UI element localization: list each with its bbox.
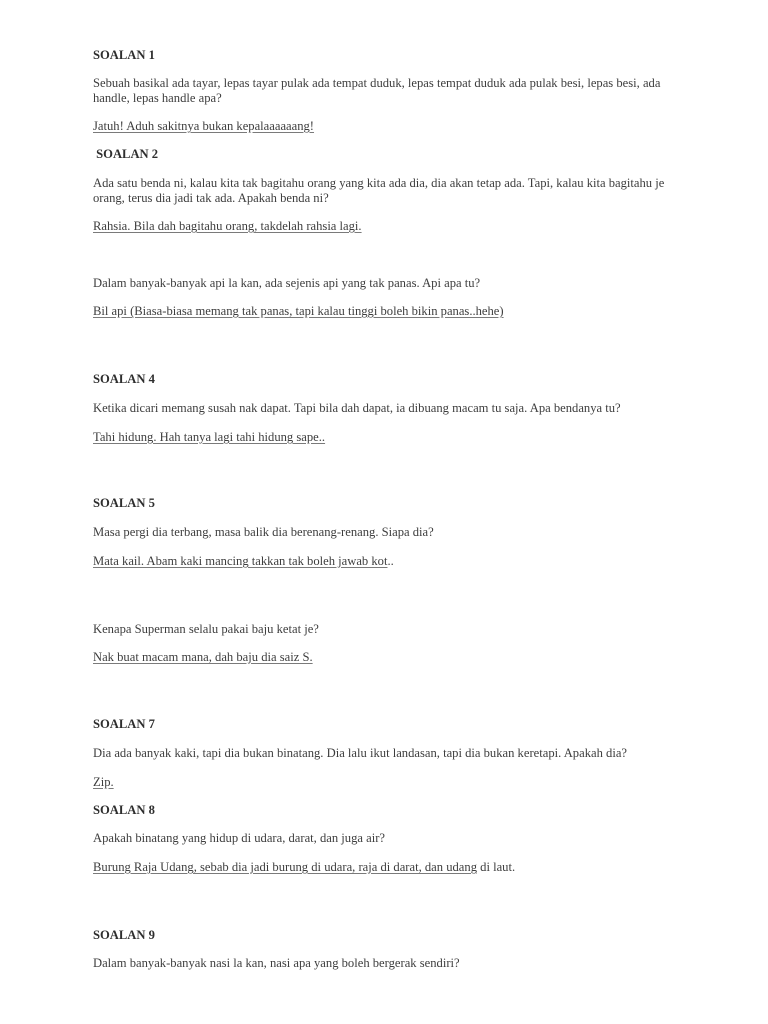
question-heading: SOALAN 5 <box>93 496 155 510</box>
question-heading: SOALAN 8 <box>93 803 155 817</box>
answer-text <box>93 119 683 134</box>
question-text: Kenapa Superman selalu pakai baju ketat je? <box>93 622 319 636</box>
answer-rest: di laut. <box>477 860 516 874</box>
answer-rest: .. <box>387 554 394 568</box>
answer-underlined: Jatuh! Aduh sakitnya bukan kepalaaaaaang! <box>93 119 315 133</box>
answer-text <box>93 219 683 234</box>
question-text: Apakah binatang yang hidup di udara, darat, dan juga air? <box>93 831 385 845</box>
answer-underlined: Tahi hidung. Hah tanya lagi tahi hidung sape.. <box>93 430 326 444</box>
answer-text <box>93 650 683 665</box>
question-text: Masa pergi dia terbang, masa balik dia berenang-renang. Siapa dia? <box>93 525 434 539</box>
question-heading: SOALAN 2 <box>93 147 159 161</box>
answer-text <box>93 860 683 875</box>
question-heading: SOALAN 4 <box>93 372 155 386</box>
answer-text <box>93 554 683 569</box>
answer-underlined: Rahsia. Bila dah bagitahu orang, takdelah rahsia lagi. <box>93 219 362 233</box>
question-heading: SOALAN 9 <box>93 928 155 942</box>
answer-underlined: Bil api (Biasa-biasa memang tak panas, tapi kalau tinggi boleh bikin panas..hehe) <box>93 304 504 318</box>
question-text: Dalam banyak-banyak api la kan, ada sejenis api yang tak panas. Api apa tu? <box>93 276 481 290</box>
question-text: Sebuah basikal ada tayar, lepas tayar pulak ada tempat duduk, lepas tempat duduk ada pulak besi, lepas besi, ada handle, lepas handle apa? <box>93 76 661 105</box>
answer-underlined: Mata kail. Abam kaki mancing takkan tak boleh jawab kot <box>93 554 388 568</box>
question-text: Ketika dicari memang susah nak dapat. Tapi bila dah dapat, ia dibuang macam tu saja. Apa bendanya tu? <box>93 401 621 415</box>
answer-text <box>93 775 683 790</box>
question-heading: SOALAN 7 <box>93 717 155 731</box>
answer-underlined: Burung Raja Udang, sebab dia jadi burung di udara, raja di darat, dan udang <box>93 860 477 874</box>
answer-text <box>93 304 683 319</box>
answer-underlined: Zip. <box>93 775 114 789</box>
question-heading: SOALAN 1 <box>93 48 155 62</box>
answer-underlined: Nak buat macam mana, dah baju dia saiz S. <box>93 650 313 664</box>
question-text: Dia ada banyak kaki, tapi dia bukan binatang. Dia lalu ikut landasan, tapi dia bukan keretapi. Apakah dia? <box>93 746 628 760</box>
question-text: Dalam banyak-banyak nasi la kan, nasi apa yang boleh bergerak sendiri? <box>93 956 460 970</box>
answer-text <box>93 430 683 445</box>
question-text: Ada satu benda ni, kalau kita tak bagitahu orang yang kita ada dia, dia akan tetap ada. Tapi, kalau kita bagitahu je orang, terus dia jadi tak ada. Apakah benda ni? <box>93 176 665 205</box>
